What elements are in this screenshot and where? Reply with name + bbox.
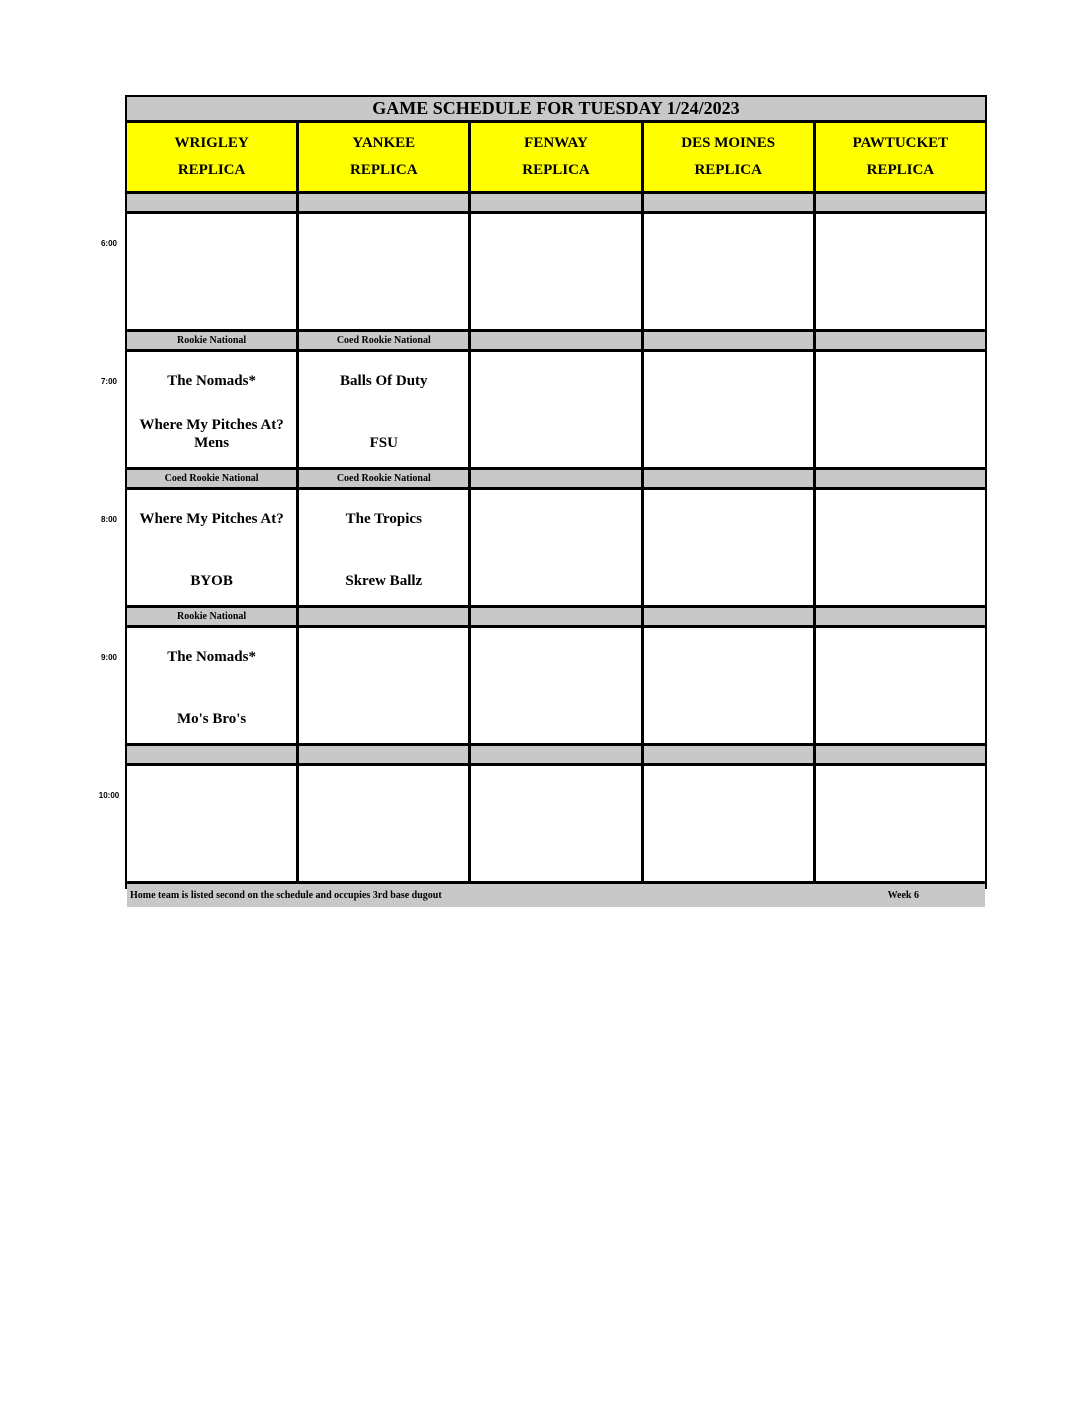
- time-label: 8:00: [100, 515, 117, 524]
- division-label: [127, 746, 296, 763]
- game-cell: [471, 628, 640, 743]
- game-cell: [299, 628, 468, 743]
- game-cell: [644, 766, 813, 881]
- time-label: 6:00: [100, 239, 117, 248]
- division-label: [471, 608, 640, 625]
- division-label: [644, 332, 813, 349]
- division-label: Rookie National: [127, 332, 296, 349]
- game-cell: [471, 766, 640, 881]
- home-team: Where My Pitches At? Mens: [139, 417, 284, 451]
- division-label: [471, 194, 640, 211]
- division-label: [816, 332, 985, 349]
- division-label: [299, 608, 468, 625]
- division-label: [644, 746, 813, 763]
- division-label: Coed Rookie National: [299, 332, 468, 349]
- game-cell: [816, 766, 985, 881]
- division-label: [471, 470, 640, 487]
- division-label: [299, 746, 468, 763]
- game-cell: [299, 766, 468, 881]
- venue-name: YANKEE: [352, 135, 416, 151]
- game-cell: [299, 352, 468, 467]
- division-label: Coed Rookie National: [299, 470, 468, 487]
- game-cell: [127, 766, 296, 881]
- away-team: The Nomads*: [167, 373, 256, 389]
- game-cell: [644, 214, 813, 329]
- venue-header: [471, 123, 640, 191]
- division-label: [816, 194, 985, 211]
- time-label: 9:00: [100, 653, 117, 662]
- home-team-note: Home team is listed second on the schedule and occupies 3rd base dugout: [130, 890, 442, 901]
- away-team: The Tropics: [345, 511, 422, 527]
- schedule-table: [125, 95, 987, 901]
- game-cell: [644, 490, 813, 605]
- game-cell: [644, 628, 813, 743]
- division-label: [471, 746, 640, 763]
- division-label: [816, 470, 985, 487]
- venue-header: [816, 123, 985, 191]
- division-label: [644, 608, 813, 625]
- venue-name: FENWAY: [524, 135, 588, 151]
- division-label: Coed Rookie National: [127, 470, 296, 487]
- game-cell: [471, 352, 640, 467]
- venue-name: WRIGLEY: [174, 135, 249, 151]
- game-cell: [644, 352, 813, 467]
- division-label: [299, 194, 468, 211]
- home-team: Mo's Bro's: [176, 711, 247, 727]
- division-label: [816, 746, 985, 763]
- time-label: 10:00: [98, 791, 120, 800]
- division-label: [471, 332, 640, 349]
- game-cell: [471, 490, 640, 605]
- schedule-title: GAME SCHEDULE FOR TUESDAY 1/24/2023: [127, 97, 985, 120]
- schedule-footer: [127, 884, 985, 907]
- division-label: [644, 470, 813, 487]
- venue-type: REPLICA: [177, 162, 246, 178]
- game-cell: [299, 214, 468, 329]
- game-cell: [816, 490, 985, 605]
- venue-header: [644, 123, 813, 191]
- game-cell: [299, 490, 468, 605]
- venue-header: [299, 123, 468, 191]
- game-cell: [127, 214, 296, 329]
- time-label: 7:00: [100, 377, 117, 386]
- home-team: BYOB: [190, 573, 233, 589]
- venue-type: REPLICA: [522, 162, 590, 178]
- venue-type: REPLICA: [350, 162, 418, 178]
- game-cell: [816, 214, 985, 329]
- venue-name: DES MOINES: [681, 135, 776, 151]
- home-team: Skrew Ballz: [345, 573, 423, 589]
- game-cell: [127, 352, 296, 467]
- away-team: The Nomads*: [167, 649, 256, 665]
- venue-name: PAWTUCKET: [852, 135, 949, 151]
- away-team: Where My Pitches At?: [139, 511, 284, 527]
- venue-type: REPLICA: [866, 162, 935, 178]
- division-label: Rookie National: [127, 608, 296, 625]
- game-cell: [816, 628, 985, 743]
- game-cell: [471, 214, 640, 329]
- division-label: [127, 194, 296, 211]
- game-cell: [127, 628, 296, 743]
- division-label: [816, 608, 985, 625]
- game-cell: [816, 352, 985, 467]
- home-team: FSU: [369, 435, 398, 451]
- week-label: Week 6: [887, 890, 919, 901]
- division-label: [644, 194, 813, 211]
- venue-type: REPLICA: [694, 162, 762, 178]
- venue-header: [127, 123, 296, 191]
- game-cell: [127, 490, 296, 605]
- away-team: Balls Of Duty: [340, 373, 428, 389]
